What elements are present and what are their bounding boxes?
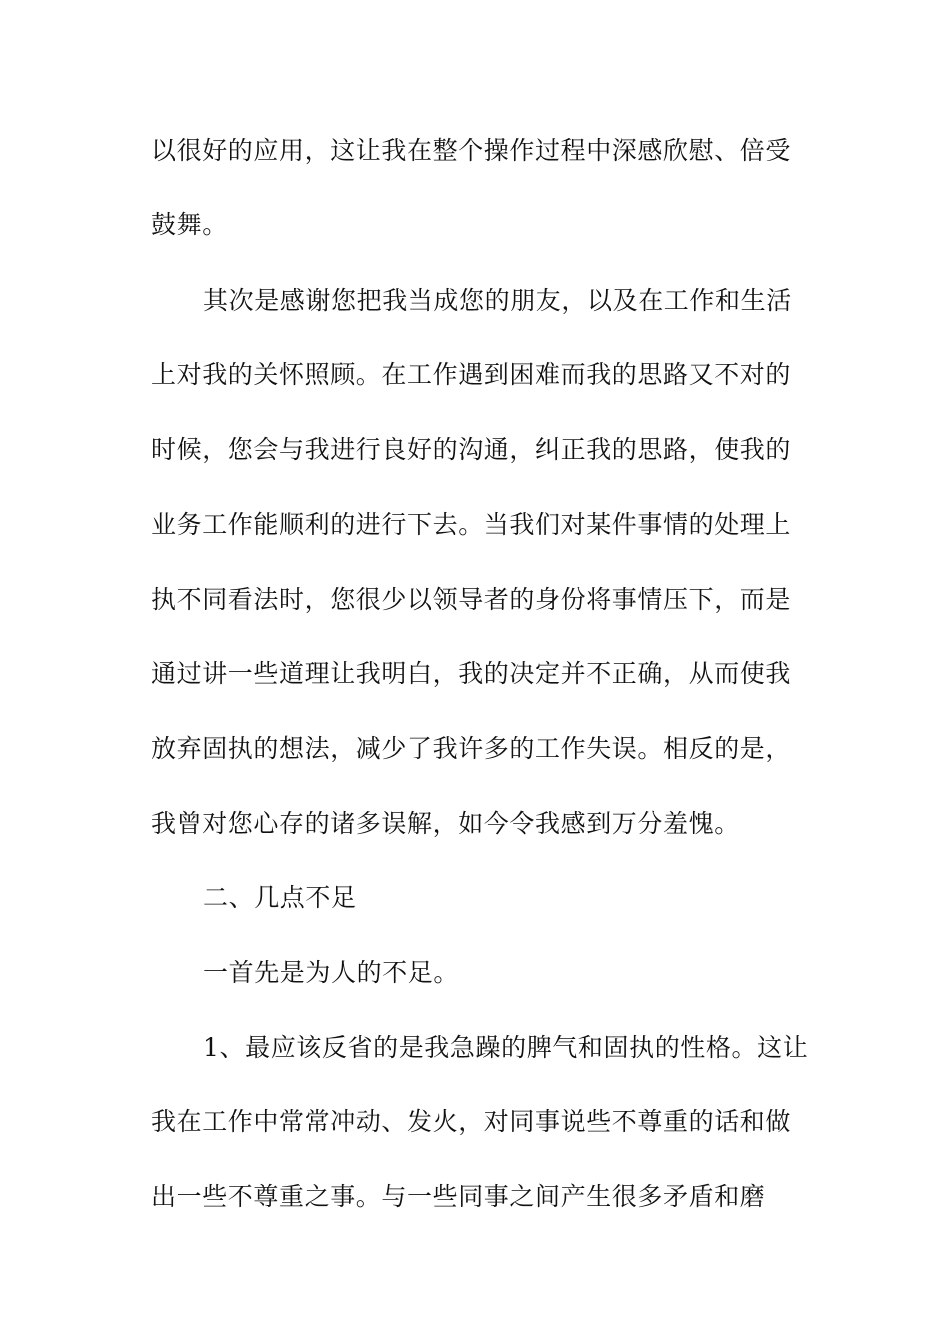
paragraph-line: 业务工作能顺利的进行下去。当我们对某件事情的处理上 xyxy=(151,510,792,539)
section-heading: 二、几点不足 xyxy=(203,883,357,912)
paragraph-line: 出一些不尊重之事。与一些同事之间产生很多矛盾和磨 xyxy=(151,1182,766,1211)
paragraph-line: 其次是感谢您把我当成您的朋友，以及在工作和生活 xyxy=(203,286,792,315)
paragraph-line: 1、最应该反省的是我急躁的脾气和固执的性格。这让 xyxy=(203,1033,809,1062)
paragraph-line: 我在工作中常常冲动、发火，对同事说些不尊重的话和做 xyxy=(151,1107,792,1136)
paragraph-line: 时候，您会与我进行良好的沟通，纠正我的思路，使我的 xyxy=(151,435,792,464)
paragraph-line: 上对我的关怀照顾。在工作遇到困难而我的思路又不对的 xyxy=(151,360,792,389)
paragraph-line: 放弃固执的想法，减少了我许多的工作失误。相反的是， xyxy=(151,734,792,763)
paragraph-line: 鼓舞。 xyxy=(151,210,228,239)
subsection-heading: 一首先是为人的不足。 xyxy=(203,958,460,987)
paragraph-line: 执不同看法时，您很少以领导者的身份将事情压下，而是 xyxy=(151,585,792,614)
paragraph-line: 我曾对您心存的诸多误解，如今令我感到万分羞愧。 xyxy=(151,809,740,838)
paragraph-line: 以很好的应用，这让我在整个操作过程中深感欣慰、倍受 xyxy=(151,136,792,165)
paragraph-line: 通过讲一些道理让我明白，我的决定并不正确，从而使我 xyxy=(151,659,792,688)
